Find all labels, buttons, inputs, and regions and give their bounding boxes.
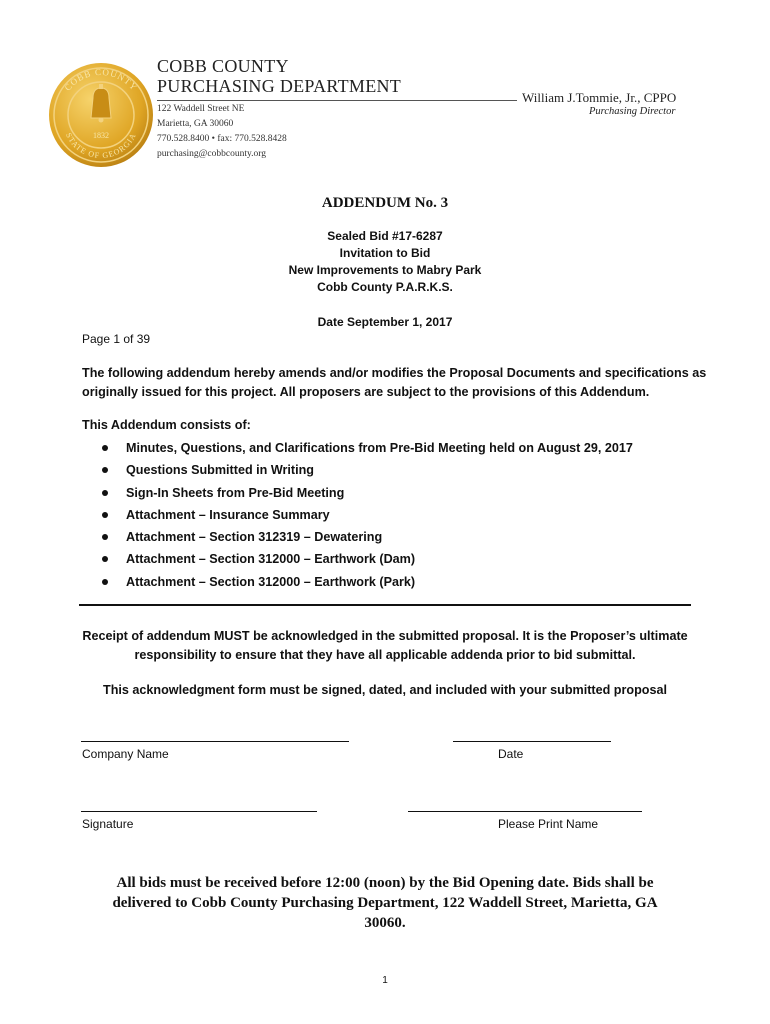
print-name-line[interactable] xyxy=(408,811,642,812)
page-number: 1 xyxy=(382,975,388,986)
addendum-date: Date September 1, 2017 xyxy=(317,315,453,329)
bullet-icon xyxy=(102,445,108,451)
list-item: Minutes, Questions, and Clarifications from Pre-Bid Meeting held on August 29, 2017 xyxy=(100,438,633,460)
date-line[interactable] xyxy=(453,741,611,742)
list-item: Attachment – Section 312000 – Earthwork (Dam) xyxy=(100,549,633,571)
addendum-items-list xyxy=(100,438,633,594)
consists-label: This Addendum consists of: xyxy=(82,418,251,432)
final-notice-line3: 30060. xyxy=(364,915,406,931)
bullet-icon xyxy=(102,556,108,562)
svg-text:COBB COUNTY: COBB COUNTY xyxy=(62,66,140,93)
addendum-title: ADDENDUM No. 3 xyxy=(321,195,449,211)
final-notice-line1: All bids must be received before 12:00 (noon) by the Bid Opening date. Bids shall be xyxy=(116,875,654,891)
list-item: Attachment – Insurance Summary xyxy=(100,505,633,527)
svg-text:1832: 1832 xyxy=(93,131,109,140)
bullet-icon xyxy=(102,534,108,540)
page-count: Page 1 of 39 xyxy=(82,332,151,346)
signature-line[interactable] xyxy=(81,811,317,812)
acknowledgment-instruction: This acknowledgment form must be signed, dated, and included with your submitted proposal xyxy=(103,683,667,697)
department-name: Cobb County P.A.R.K.S. xyxy=(317,280,453,294)
org-name-line2: PURCHASING DEPARTMENT xyxy=(157,76,402,96)
bullet-icon xyxy=(102,490,108,496)
svg-text:STATE OF GEORGIA: STATE OF GEORGIA xyxy=(63,131,139,161)
header-rule xyxy=(157,100,517,101)
list-item: Questions Submitted in Writing xyxy=(100,460,633,482)
section-divider xyxy=(79,604,691,606)
final-notice-line2: delivered to Cobb County Purchasing Department, 122 Waddell Street, Marietta, GA xyxy=(112,895,658,911)
project-name: New Improvements to Mabry Park xyxy=(288,263,482,277)
county-seal-logo xyxy=(47,40,155,190)
invitation-to-bid: Invitation to Bid xyxy=(339,246,431,260)
list-item: Attachment – Section 312000 – Earthwork (Park) xyxy=(100,572,633,594)
signature-label: Signature xyxy=(82,817,134,831)
director-title: Purchasing Director xyxy=(589,106,676,117)
address-street: 122 Waddell Street NE xyxy=(157,104,245,114)
receipt-notice-line2: responsibility to ensure that they have all applicable addenda prior to bid submittal. xyxy=(134,648,636,662)
intro-paragraph: The following addendum hereby amends and/or modifies the Proposal Documents and specifications as originally issued for this project. All proposers are subject to the provisions of this Addendum. xyxy=(82,366,707,399)
sealed-bid-number: Sealed Bid #17-6287 xyxy=(327,229,443,243)
address-email: purchasing@cobbcounty.org xyxy=(157,149,267,159)
date-label: Date xyxy=(498,747,524,761)
org-name-line1: COBB COUNTY xyxy=(157,56,289,76)
receipt-notice-line1: Receipt of addendum MUST be acknowledged in the submitted proposal. It is the Proposer’s ultimate xyxy=(82,629,688,643)
address-phone: 770.528.8400 • fax: 770.528.8428 xyxy=(157,134,287,144)
print-name-label: Please Print Name xyxy=(498,817,599,831)
bullet-icon xyxy=(102,467,108,473)
address-city: Marietta, GA 30060 xyxy=(157,119,234,129)
company-name-line[interactable] xyxy=(81,741,349,742)
director-name: William J.Tommie, Jr., CPPO xyxy=(522,90,677,105)
list-item: Attachment – Section 312319 – Dewatering xyxy=(100,527,633,549)
company-name-label: Company Name xyxy=(82,747,169,761)
list-item: Sign-In Sheets from Pre-Bid Meeting xyxy=(100,483,633,505)
bullet-icon xyxy=(102,579,108,585)
bullet-icon xyxy=(102,512,108,518)
